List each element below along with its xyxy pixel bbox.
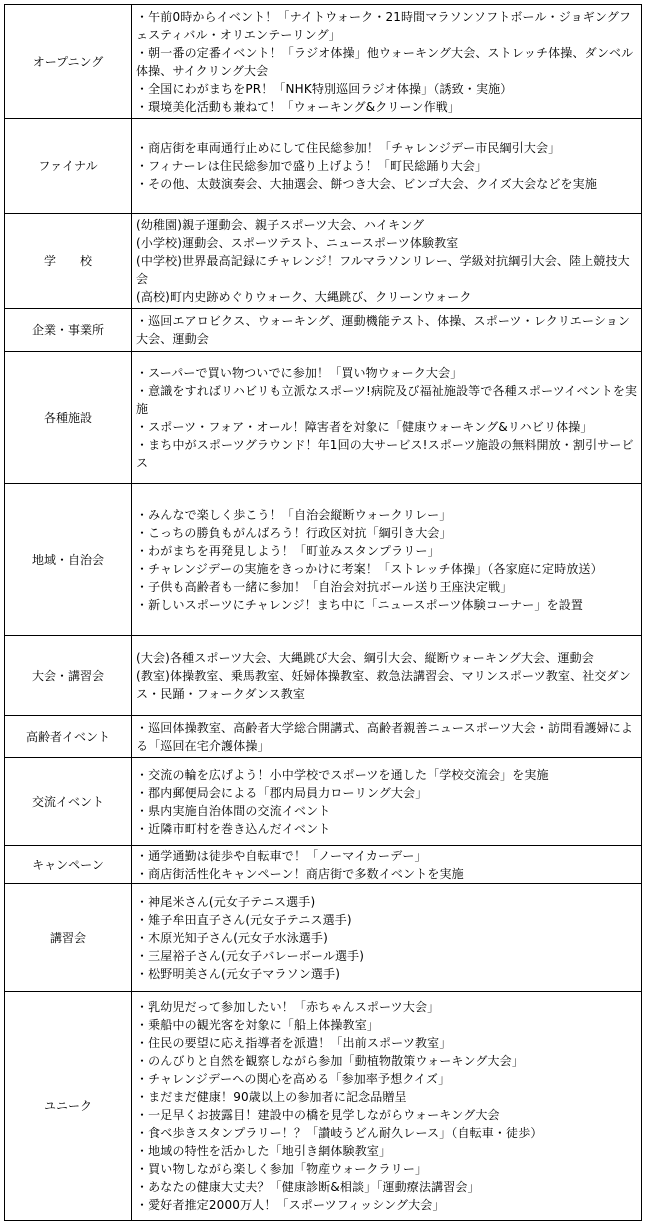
detail-line: ・あなたの健康大丈夫？「健康診断&相談」「運動療法講習会」 [136,1180,480,1194]
detail-line: (中学校)世界最高記録にチャレンジ！フルマラソンリレー、学級対抗綱引大会、陸上競技大会 [136,254,630,286]
table-row [5,119,642,214]
detail-line: ・子供も高齢者も一緒に参加！「自治会対抗ボール送り王座決定戦」 [136,579,513,594]
detail-line: ・乳幼児だって参加したい！「赤ちゃんスポーツ大会」 [136,1000,440,1014]
detail-line: ・全国にわがまちをPR！「NHK特別巡回ラジオ体操」（誘致・実施） [136,81,513,96]
category-cell: 地域・自治会 [5,484,132,636]
detail-line: ・郡内郵便局会による「郡内局員力ローリング大会」 [136,785,428,800]
detail-line: ・のんびりと自然を観察しながら参加「動植物散策ウォーキング大会」 [136,1054,524,1068]
detail-line: ・新しいスポーツにチャレンジ！まち中に「ニュースポーツ体験コーナー」を設置 [136,597,584,612]
detail-line: ・地域の特性を活かした「地引き網体験教室」 [136,1144,392,1158]
detail-cell [132,309,642,352]
detail-line: (大会)各種スポーツ大会、大縄跳び大会、綱引大会、縦断ウォーキング大会、運動会 [136,650,594,665]
events-table-body [5,5,642,1221]
category-cell: 学 校 [5,214,132,309]
detail-line: ・一足早くお披露目！建設中の橋を見学しながらウォーキング大会 [136,1108,500,1122]
detail-cell [132,992,642,1221]
detail-line: ・その他、太鼓演奏会、大抽選会、餅つき大会、ビンゴ大会、クイズ大会などを実施 [136,177,597,191]
table-row [5,758,642,846]
detail-line: ・商店街活性化キャンペーン！商店街で多数イベントを実施 [136,866,464,881]
category-cell: 大会・講習会 [5,636,132,716]
detail-line: ・わがまちを再発見しよう！「町並みスタンプラリー」 [136,543,440,558]
detail-line: ・チャレンジデーへの関心を高める「参加率予想クイズ」 [136,1072,451,1086]
table-row [5,484,642,636]
category-cell: ファイナル [5,119,132,214]
detail-line: (小学校)運動会、スポーツテスト、ニュースポーツ体験教室 [136,236,459,250]
detail-line: ・こっちの勝負もがんばろう！行政区対抗「綱引き大会」 [136,525,452,540]
detail-line: ・商店街を車両通行止めにして住民総参加！「チャレンジデー市民綱引大会」 [136,141,561,155]
table-row [5,846,642,884]
table-row [5,992,642,1221]
detail-line: (高校)町内史跡めぐりウォーク、大縄跳び、クリーンウォーク [136,290,472,304]
table-row [5,636,642,716]
detail-line: ・まち中がスポーツグラウンド！年1回の大サービス!スポーツ施設の無料開放・割引サービス [136,437,634,470]
detail-line: ・三屋裕子さん(元女子バレーボール選手) [136,948,365,963]
detail-cell [132,758,642,846]
table-row [5,309,642,352]
detail-cell [132,214,642,309]
detail-line: ・朝一番の定番イベント！「ラジオ体操」他ウォーキング大会、ストレッチ体操、ダンベル体操、サイクリング大会 [136,45,634,78]
detail-cell [132,5,642,119]
category-cell: キャンペーン [5,846,132,884]
detail-line: ・松野明美さん(元女子マラソン選手) [136,966,341,981]
category-cell: 高齢者イベント [5,716,132,758]
detail-line: ・環境美化活動も兼ねて！「ウォーキング&クリーン作戦」 [136,99,461,114]
detail-cell [132,119,642,214]
table-row [5,352,642,484]
table-row [5,884,642,992]
detail-cell [132,716,642,758]
table-row [5,5,642,119]
detail-line: ・巡回エアロビクス、ウォーキング、運動機能テスト、体操、スポーツ・レクリエーション大会、運動会 [136,314,631,346]
detail-line: ・チャレンジデーの実施をきっかけに考案！「ストレッチ体操」（各家庭に定時放送） [136,561,603,576]
table-row [5,214,642,309]
detail-line: ・買い物しながら楽しく参加「物産ウォークラリー」 [136,1162,428,1176]
detail-line: ・交流の輪を広げよう！小中学校でスポーツを通した「学校交流会」を実施 [136,767,549,782]
detail-cell [132,884,642,992]
detail-cell [132,484,642,636]
detail-line: ・フィナーレは住民総参加で盛り上げよう！「町民総踊り大会」 [136,159,488,173]
detail-line: ・神尾米さん(元女子テニス選手) [136,894,316,909]
category-cell: 講習会 [5,884,132,992]
detail-line: (幼稚園)親子運動会、親子スポーツ大会、ハイキング [136,218,425,232]
category-cell: 企業・事業所 [5,309,132,352]
category-cell: 交流イベント [5,758,132,846]
detail-line: ・スーパーで買い物ついでに参加！「買い物ウォーク大会」 [136,365,463,380]
category-cell: 各種施設 [5,352,132,484]
category-cell: オープニング [5,5,132,119]
detail-line: ・通学通勤は徒歩や自転車で！「ノーマイカーデー」 [136,848,427,863]
detail-line: ・雉子牟田直子さん(元女子テニス選手) [136,912,352,927]
detail-line: ・午前0時からイベント！「ナイトウォーク・21時間マラソンソフトボール・ジョギングフェスティバル・オリエンテーリング」 [136,9,632,42]
detail-line: ・近隣市町村を巻き込んだイベント [136,821,331,836]
detail-line: ・食べ歩きスタンプラリー！？「讃岐うどん耐久レース」（自転車・徒歩） [136,1126,543,1140]
category-cell: ユニーク [5,992,132,1221]
detail-cell [132,846,642,884]
detail-line: ・木原光知子さん(元女子水泳選手) [136,930,328,945]
detail-line: ・意識をすればリハビリも立派なスポーツ!病院及び福祉施設等で各種スポーツイベントを実施 [136,383,638,416]
table-row [5,716,642,758]
detail-line: ・乗船中の観光客を対象に「船上体操教室」 [136,1018,380,1032]
detail-line: ・住民の要望に応え指導者を派遣！「出前スポーツ教室」 [136,1036,452,1050]
detail-line: ・県内実施自治体間の交流イベント [136,803,331,818]
detail-line: ・まだまだ健康！90歳以上の参加者に記念品贈呈 [136,1090,407,1104]
events-table [4,4,642,1221]
detail-line: ・巡回体操教室、高齢者大学総合開講式、高齢者親善ニュースポーツ大会・訪問看護婦による「巡回在宅介護体操」 [136,720,634,753]
detail-line: ・スポーツ・フォア・オール！障害者を対象に「健康ウォーキング&リハビリ体操」 [136,419,593,434]
detail-line: (教室)体操教室、乗馬教室、妊婦体操教室、救急法講習会、マリンスポーツ教室、社交ダンス・民踊・フォークダンス教室 [136,668,631,701]
detail-cell [132,636,642,716]
detail-cell [132,352,642,484]
detail-line: ・愛好者推定2000万人！「スポーツフィッシング大会」 [136,1198,445,1212]
detail-line: ・みんなで楽しく歩こう！「自治会縦断ウォークリレー」 [136,507,452,522]
